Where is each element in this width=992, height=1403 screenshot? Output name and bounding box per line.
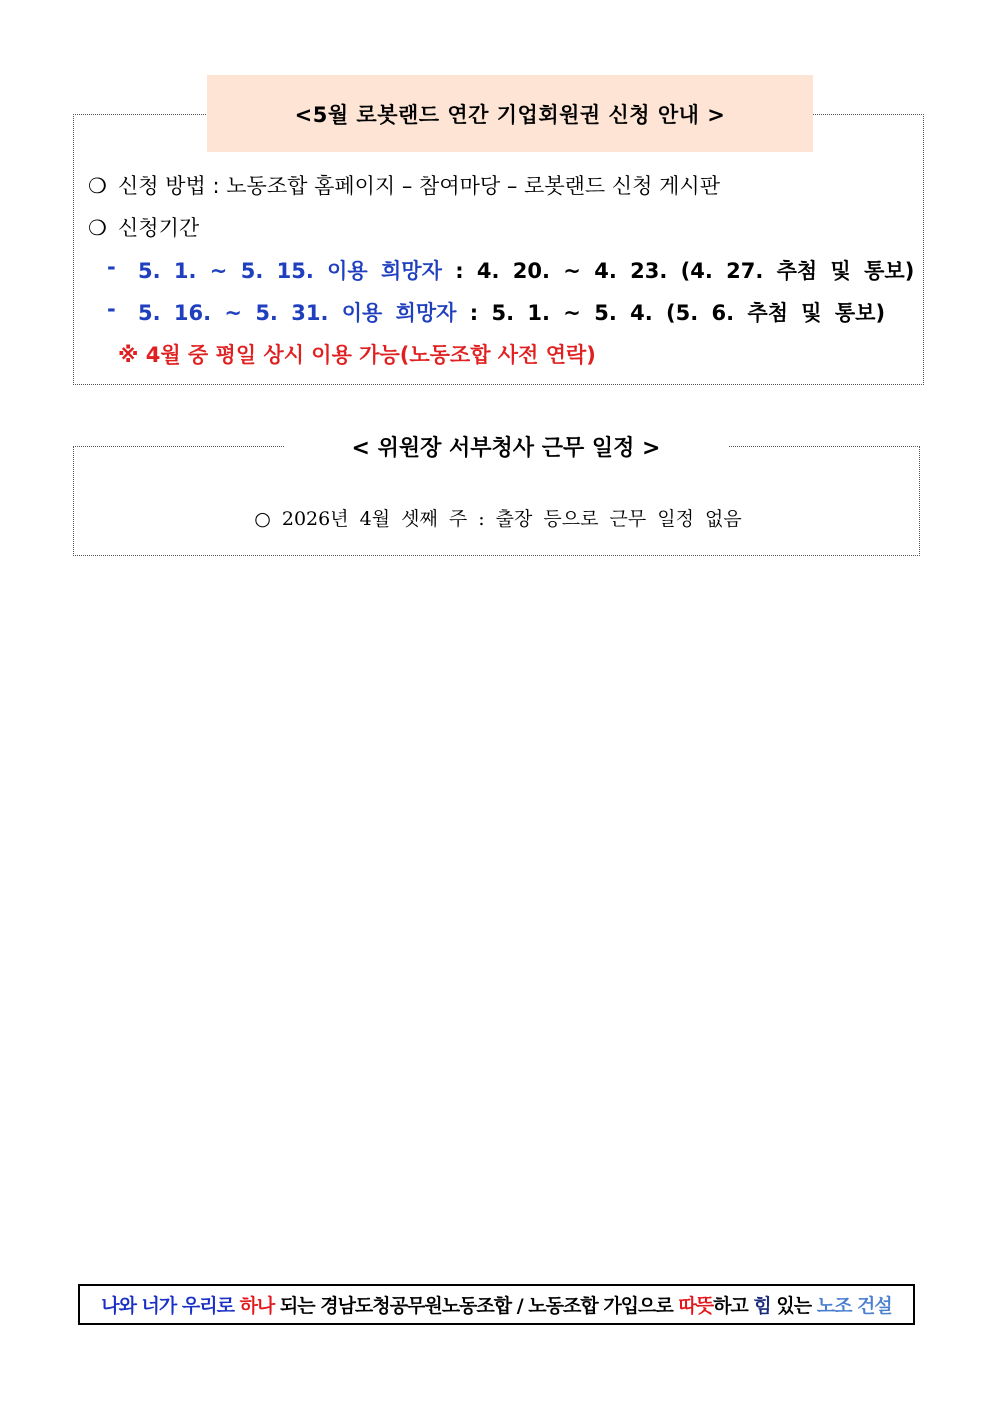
period-label: 신청기간 — [118, 216, 200, 240]
slogan-part: 하나 — [239, 1295, 275, 1317]
schedule-detail: : 5. 1. ~ 5. 4. (5. 6. 추첨 및 통보) — [469, 301, 886, 325]
circle-bullet-icon: ○ — [254, 508, 271, 530]
schedule-range: 5. 16. ~ 5. 31. 이용 희망자 — [138, 301, 457, 325]
period-label-line — [88, 212, 199, 242]
slogan-part: 따뜻 — [678, 1295, 714, 1317]
chair-schedule-title: < 위원장 서부청사 근무 일정 > — [284, 424, 728, 468]
chair-schedule-text: 2026년 4월 셋째 주 : 출장 등으로 근무 일정 없음 — [281, 508, 742, 530]
circle-bullet-icon: ❍ — [88, 174, 107, 198]
footer-slogan — [78, 1284, 915, 1325]
method-line — [88, 170, 720, 200]
schedule-dash: - — [107, 297, 116, 321]
notice-title: <5월 로봇랜드 연간 기업회원권 신청 안내 > — [207, 75, 813, 152]
slogan-part: 되는 경남도청공무원노동조합 / 노동조합 가입으로 — [274, 1295, 679, 1317]
method-text: 신청 방법 : 노동조합 홈페이지 – 참여마당 – 로봇랜드 신청 게시판 — [118, 174, 720, 198]
schedule-row — [138, 297, 885, 327]
schedule-detail: : 4. 20. ~ 4. 23. (4. 27. 추첨 및 통보) — [455, 259, 915, 283]
schedule-row — [138, 255, 914, 285]
slogan-part: 있는 — [770, 1295, 817, 1317]
circle-bullet-icon: ❍ — [88, 216, 107, 240]
note-line: ※ 4월 중 평일 상시 이용 가능(노동조합 사전 연락) — [118, 343, 596, 367]
slogan-part: 나와 너가 우리로 — [101, 1295, 240, 1317]
chair-schedule-line — [0, 504, 992, 531]
slogan-part: 노조 건설 — [816, 1295, 892, 1317]
slogan-part: 힘 — [753, 1295, 771, 1317]
slogan-part: 하고 — [713, 1295, 754, 1317]
schedule-range: 5. 1. ~ 5. 15. 이용 희망자 — [138, 259, 442, 283]
schedule-dash: - — [107, 255, 116, 279]
